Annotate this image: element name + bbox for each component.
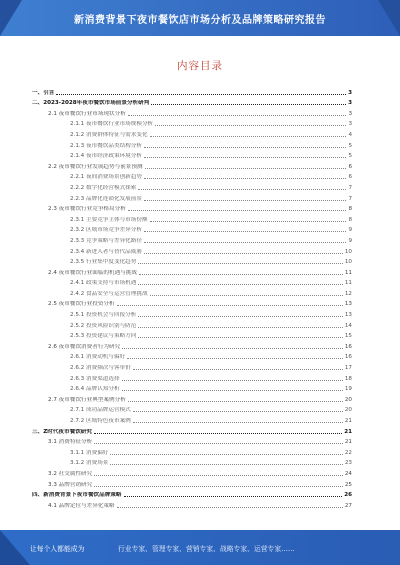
toc-entry-page: 23 — [344, 460, 352, 467]
toc-entry-label: 2.5.2 投资风险识别与防范 — [70, 322, 137, 329]
toc-leader-dots — [151, 104, 346, 105]
toc-entry-label: 2.4 夜市餐饮行业面临的机遇与挑战 — [48, 269, 137, 276]
toc-entry[interactable] — [32, 308, 352, 319]
toc-entry[interactable] — [32, 330, 352, 341]
header-banner — [0, 0, 400, 36]
toc-entry[interactable] — [32, 287, 352, 298]
toc-entry-label: 三、Z时代夜市餐饮研究 — [32, 428, 92, 435]
toc-entry[interactable] — [32, 436, 352, 447]
toc-entry[interactable] — [32, 478, 352, 489]
toc-entry-page: 21 — [344, 428, 352, 435]
toc-entry-page: 11 — [344, 269, 352, 276]
toc-entry[interactable] — [32, 499, 352, 510]
toc-leader-dots — [94, 475, 343, 476]
toc-leader-dots — [144, 178, 346, 179]
toc-entry-page: 18 — [344, 375, 352, 382]
toc-entry[interactable] — [32, 107, 352, 118]
toc-entry-label: 2.3 夜市餐饮行业竞争格局分析 — [48, 206, 126, 213]
footer-corner — [0, 530, 30, 565]
toc-leader-dots — [138, 263, 343, 264]
toc-entry-page: 6 — [348, 163, 352, 170]
toc-entry-page: 3 — [348, 121, 352, 128]
toc-entry-page: 12 — [344, 290, 352, 297]
toc-entry-label: 2.7 夜市餐饮行业典型案例分析 — [48, 396, 126, 403]
toc-leader-dots — [155, 125, 346, 126]
toc-entry[interactable] — [32, 351, 352, 362]
toc-entry-label: 2.3.2 区域市场竞争差异分析 — [70, 227, 142, 234]
toc-entry-label: 2.5 夜市餐饮行业投资分析 — [48, 301, 115, 308]
toc-leader-dots — [128, 115, 347, 116]
toc-entry-label: 2.3.4 新进入者与替代品威胁 — [70, 248, 142, 255]
toc-entry-page: 3 — [348, 100, 352, 107]
toc-leader-dots — [122, 380, 343, 381]
toc-leader-dots — [138, 284, 343, 285]
toc-heading: 内容目录 — [177, 60, 223, 72]
toc-entry-page: 5 — [348, 153, 352, 160]
toc-entry-label: 3.1.2 消费场景 — [70, 460, 109, 467]
toc-entry[interactable] — [32, 150, 352, 161]
table-of-contents — [32, 86, 352, 510]
toc-leader-dots — [128, 401, 343, 402]
toc-entry-label: 2.6.4 品牌认知分析 — [70, 386, 120, 393]
footer-banner — [0, 530, 400, 565]
toc-entry[interactable] — [32, 425, 352, 436]
toc-entry-page: 16 — [344, 343, 352, 350]
toc-entry-label: 2.1 夜市餐饮行业市场现状分析 — [48, 110, 126, 117]
toc-entry-label: 2.3.5 行业集中度变化趋势 — [70, 259, 137, 266]
toc-entry-page: 19 — [344, 386, 352, 393]
toc-entry[interactable] — [32, 404, 352, 415]
toc-entry-page: 20 — [344, 396, 352, 403]
toc-entry[interactable] — [32, 181, 352, 192]
toc-entry[interactable] — [32, 118, 352, 129]
toc-leader-dots — [133, 369, 343, 370]
toc-leader-dots — [144, 200, 346, 201]
toc-entry-page: 17 — [344, 365, 352, 372]
toc-leader-dots — [150, 136, 347, 137]
toc-entry[interactable] — [32, 234, 352, 245]
toc-entry-label: 2.7.1 成功品牌运营模式 — [70, 407, 131, 414]
toc-entry[interactable] — [32, 160, 352, 171]
toc-leader-dots — [94, 443, 343, 444]
toc-entry-page: 22 — [344, 449, 352, 456]
toc-entry-page: 10 — [344, 248, 352, 255]
toc-entry-page: 21 — [344, 439, 352, 446]
toc-entry-label: 2.4.1 政策支持与市场机遇 — [70, 280, 137, 287]
toc-entry-label: 2.6.3 消费渠道选择 — [70, 375, 120, 382]
toc-entry-label: 2.6.2 消费频次与客单价 — [70, 365, 131, 372]
toc-leader-dots — [117, 305, 343, 306]
toc-leader-dots — [144, 253, 343, 254]
toc-entry-label: 3.1 消费特征分析 — [48, 439, 93, 446]
toc-leader-dots — [150, 295, 343, 296]
toc-entry-page: 6 — [348, 174, 352, 181]
toc-entry-page: 7 — [348, 184, 352, 191]
toc-entry-page: 13 — [344, 301, 352, 308]
toc-entry-page: 10 — [344, 259, 352, 266]
toc-entry[interactable] — [32, 489, 352, 500]
toc-entry-label: 四、新消费背景下夜市餐饮品牌策略 — [32, 492, 122, 499]
toc-leader-dots — [110, 454, 342, 455]
toc-entry-page: 27 — [344, 502, 352, 509]
toc-entry-page: 7 — [348, 195, 352, 202]
toc-entry[interactable] — [32, 192, 352, 203]
toc-entry-label: 2.1.4 夜市经济政策环境分析 — [70, 153, 142, 160]
toc-entry[interactable] — [32, 467, 352, 478]
toc-entry[interactable] — [32, 245, 352, 256]
toc-entry-label: 2.6.1 消费动机与偏好 — [70, 354, 126, 361]
toc-entry-label: 2.2 夜市餐饮行业发展趋势与前景预测 — [48, 163, 143, 170]
toc-entry[interactable] — [32, 97, 352, 108]
toc-entry[interactable] — [32, 128, 352, 139]
toc-entry-label: 2.2.1 夜间消费场景创新趋势 — [70, 174, 142, 181]
toc-leader-dots — [144, 157, 346, 158]
toc-entry[interactable] — [32, 446, 352, 457]
toc-entry-label: 二、2023-2028年夜市餐饮市场前景分析研判 — [32, 100, 150, 107]
toc-entry-page: 15 — [344, 333, 352, 340]
toc-entry[interactable] — [32, 457, 352, 468]
toc-leader-dots — [122, 390, 343, 391]
toc-entry-label: 2.6 夜市餐饮消费者行为研究 — [48, 343, 121, 350]
toc-leader-dots — [117, 507, 343, 508]
toc-leader-dots — [145, 168, 347, 169]
toc-leader-dots — [124, 496, 343, 497]
toc-entry-label: 3.3 品牌营销研究 — [48, 481, 93, 488]
footer-tagline: 行业专家、管理专家、营销专家、战略专家、运营专家…… — [118, 545, 295, 553]
toc-entry-page: 3 — [348, 89, 352, 96]
toc-entry-label: 2.3.1 主要竞争主体与市场份额 — [70, 216, 148, 223]
toc-leader-dots — [139, 274, 343, 275]
toc-entry[interactable] — [32, 372, 352, 383]
toc-entry[interactable] — [32, 213, 352, 224]
toc-leader-dots — [138, 327, 343, 328]
toc-leader-dots — [138, 316, 343, 317]
toc-entry-page: 20 — [344, 407, 352, 414]
toc-leader-dots — [133, 411, 343, 412]
toc-entry[interactable] — [32, 266, 352, 277]
toc-entry-label: 2.7.2 区域特色夜市案例 — [70, 418, 131, 424]
toc-entry-label: 2.2.3 品牌化连锁化发展前景 — [70, 195, 142, 202]
toc-entry-label: 2.5.1 投资机会与回报分析 — [70, 312, 137, 319]
toc-entry-page: 8 — [348, 216, 352, 223]
toc-entry-label: 2.1.2 消费群体特征与需求变化 — [70, 131, 148, 138]
toc-leader-dots — [128, 210, 347, 211]
toc-entry-label: 2.5.3 投资建议与策略方向 — [70, 333, 137, 340]
toc-entry-page: 14 — [344, 322, 352, 329]
toc-leader-dots — [150, 221, 347, 222]
toc-entry[interactable] — [32, 340, 352, 351]
toc-leader-dots — [144, 147, 346, 148]
toc-entry[interactable] — [32, 298, 352, 309]
toc-entry[interactable] — [32, 393, 352, 404]
toc-entry-label: 2.1.1 夜市餐饮行业市场规模分析 — [70, 121, 154, 128]
toc-entry-label: 3.2 社交属性研究 — [48, 470, 93, 477]
toc-leader-dots — [138, 189, 346, 190]
toc-entry-label: 2.1.3 夜市餐饮品类结构分析 — [70, 142, 142, 149]
footer-brand: 让每个人都能成为 — [30, 545, 85, 553]
toc-entry[interactable] — [32, 139, 352, 150]
toc-entry-label: 一、引言 — [32, 89, 55, 96]
toc-entry[interactable] — [32, 383, 352, 394]
toc-entry-page: 9 — [348, 227, 352, 234]
toc-entry[interactable] — [32, 256, 352, 267]
toc-entry-page: 13 — [344, 312, 352, 319]
toc-entry[interactable] — [32, 414, 352, 425]
toc-leader-dots — [110, 464, 342, 465]
toc-leader-dots — [94, 486, 343, 487]
toc-entry-page: 5 — [348, 142, 352, 149]
toc-entry-page: 3 — [348, 110, 352, 117]
toc-entry-label: 2.3.3 竞争策略与差异化路径 — [70, 237, 142, 244]
toc-entry[interactable] — [32, 361, 352, 372]
toc-entry[interactable] — [32, 319, 352, 330]
toc-entry-page: 21 — [344, 418, 352, 424]
toc-entry-page: 4 — [348, 131, 352, 138]
toc-entry-page: 24 — [344, 470, 352, 477]
toc-leader-dots — [122, 348, 343, 349]
toc-entry-page: 11 — [344, 280, 352, 287]
toc-leader-dots — [144, 231, 346, 232]
toc-entry-label: 4.1 品牌定位与差异化策略 — [48, 502, 115, 509]
toc-entry-page: 26 — [344, 492, 352, 499]
toc-leader-dots — [138, 337, 343, 338]
toc-entry-label: 3.1.1 消费偏好 — [70, 449, 109, 456]
toc-leader-dots — [94, 433, 342, 434]
report-title: 新消费背景下夜市餐饮店市场分析及品牌策略研究报告 — [74, 15, 326, 26]
toc-entry-label: 2.4.2 食品安全与运营管理挑战 — [70, 290, 148, 297]
toc-entry[interactable] — [32, 86, 352, 97]
toc-leader-dots — [133, 422, 343, 423]
toc-entry[interactable] — [32, 277, 352, 288]
toc-entry[interactable] — [32, 171, 352, 182]
toc-entry[interactable] — [32, 224, 352, 235]
toc-entry-page: 25 — [344, 481, 352, 488]
toc-entry-label: 2.2.2 数字化经营模式探索 — [70, 184, 137, 191]
toc-entry-page: 9 — [348, 237, 352, 244]
toc-entry[interactable] — [32, 203, 352, 214]
toc-entry-page: 8 — [348, 206, 352, 213]
toc-entry-page: 16 — [344, 354, 352, 361]
toc-leader-dots — [127, 358, 343, 359]
toc-leader-dots — [56, 94, 346, 95]
toc-leader-dots — [144, 242, 346, 243]
